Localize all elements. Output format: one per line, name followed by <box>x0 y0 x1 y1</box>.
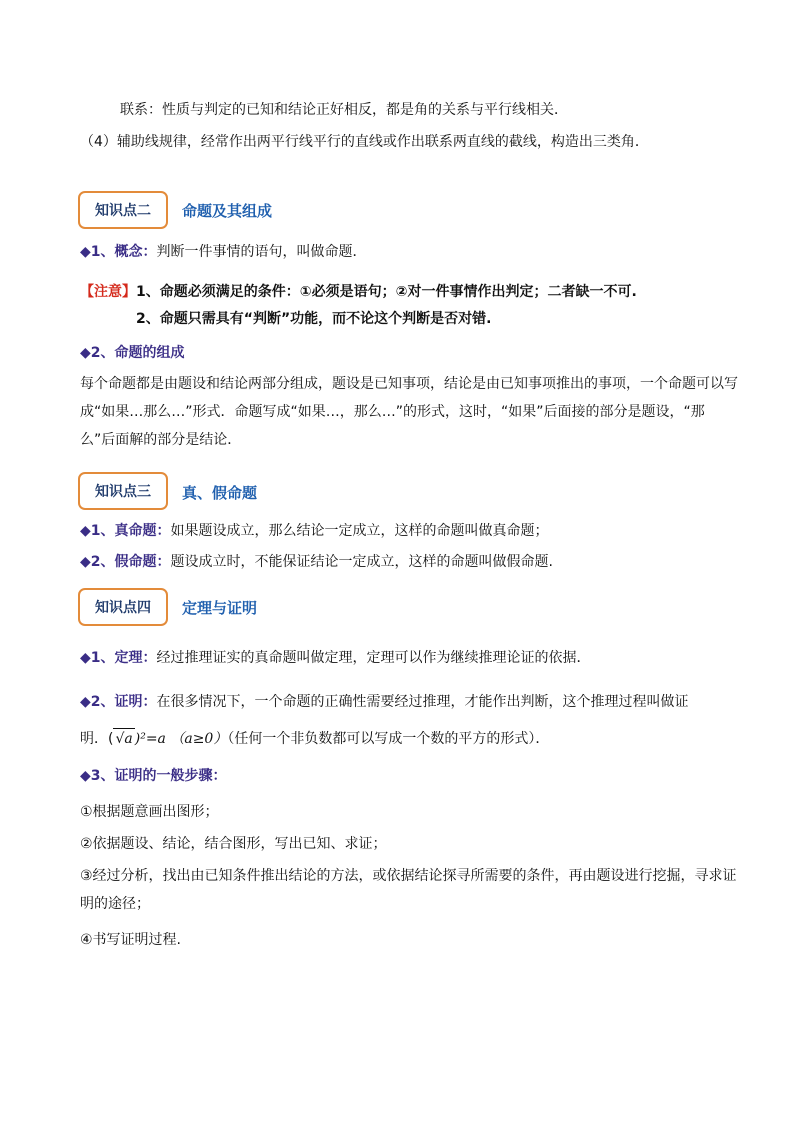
kp3-false-proposition <box>80 552 553 572</box>
knowledge-point-2-title: 命题及其组成 <box>182 202 273 220</box>
kp2-concept <box>80 242 367 262</box>
note-tag: 【注意】 <box>80 284 136 300</box>
knowledge-point-3-title: 真、假命题 <box>182 484 258 502</box>
proof-step-2: ②依据题设、结论，结合图形，写出已知、求证； <box>80 836 387 852</box>
theorem-head: ◆1、定理： <box>80 650 157 666</box>
knowledge-point-3-badge: 知识点三 <box>78 472 168 510</box>
square-formula: )²=a （a≥0） <box>134 731 228 747</box>
kp3-true-proposition <box>80 521 549 541</box>
false-proposition-head: ◆2、假命题： <box>80 554 171 570</box>
kp2-concept-text: 判断一件事情的语句，叫做命题． <box>156 244 367 260</box>
kp4-theorem <box>80 648 591 668</box>
sqrt-radical-icon: √ <box>115 731 125 747</box>
kp2-concept-head: ◆1、概念： <box>80 244 157 260</box>
kp2-composition-head: ◆2、命题的组成 <box>80 345 185 361</box>
proof-head: ◆2、证明： <box>80 694 157 710</box>
theorem-text: 经过推理证实的真命题叫做定理，定理可以作为继续推理论证的依据． <box>156 650 591 666</box>
proof-cont-prefix: 明．( <box>80 731 114 747</box>
knowledge-point-2-badge: 知识点二 <box>78 191 168 229</box>
false-proposition-text: 题设成立时，不能保证结论一定成立，这样的命题叫做假命题. <box>170 554 553 570</box>
knowledge-point-4-badge: 知识点四 <box>78 588 168 626</box>
proof-step-1: ①根据题意画出图形； <box>80 804 219 820</box>
sqrt-variable: a <box>124 731 133 747</box>
true-proposition-text: 如果题设成立，那么结论一定成立，这样的命题叫做真命题； <box>170 523 549 539</box>
proof-step-3: ③经过分析，找出由已知条件推出结论的方法，或依据结论探寻所需要的条件，再由题设进行挖掘，寻求证明的途径； <box>80 868 737 912</box>
auxiliary-line-rule: （4）辅助线规律，经常作出两平行线平行的直线或作出联系两直线的截线，构造出三类角． <box>80 134 649 150</box>
sqrt-expression <box>113 728 134 749</box>
kp4-steps-head: ◆3、证明的一般步骤： <box>80 768 227 784</box>
proof-text: 在很多情况下，一个命题的正确性需要经过推理，才能作出判断，这个推理过程叫做证 <box>156 694 689 710</box>
knowledge-point-4-title: 定理与证明 <box>182 599 258 617</box>
kp4-proof-continued <box>80 728 549 749</box>
relation-note: 联系：性质与判定的已知和结论正好相反，都是角的关系与平行线相关． <box>120 102 568 118</box>
proof-cont-suffix: （任何一个非负数都可以写成一个数的平方的形式）． <box>227 731 550 747</box>
kp4-proof <box>80 692 689 712</box>
kp2-composition-paragraph: 每个命题都是由题设和结论两部分组成，题设是已知事项，结论是由已知事项推出的事项，一个命题可以写成“如果…那么…”形式．命题写成“如果…，那么…”的形式，这时，“如果”后面接的部分是题设，“那么”后面解的部分是结论． <box>80 376 738 448</box>
kp2-note-1 <box>80 282 637 302</box>
note-1-text: 1、命题必须满足的条件：①必须是语句；②对一件事情作出判定；二者缺一不可. <box>136 284 637 300</box>
true-proposition-head: ◆1、真命题： <box>80 523 171 539</box>
proof-step-4: ④书写证明过程. <box>80 932 182 948</box>
kp2-note-2: 2、命题只需具有“判断”功能，而不论这个判断是否对错. <box>136 311 492 327</box>
